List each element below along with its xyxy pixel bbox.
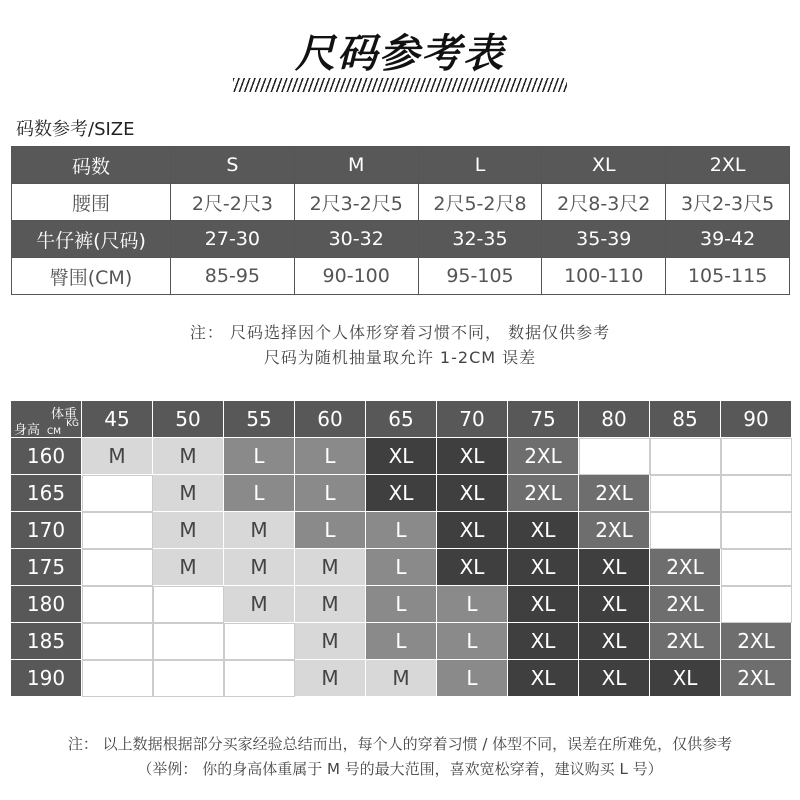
grid-cell: 2XL [508, 475, 579, 512]
grid-row [11, 660, 792, 697]
grid-cell [82, 512, 153, 549]
grid-cell [721, 586, 792, 623]
grid-cell: L [366, 623, 437, 660]
grid-cell: M [224, 586, 295, 623]
height-header-cell: 185 [11, 623, 82, 660]
size-cell: 100-110 [542, 258, 666, 295]
grid-cell [224, 660, 295, 697]
grid-cell: L [366, 549, 437, 586]
grid-cell [82, 623, 153, 660]
size-header-cell: M [294, 147, 418, 184]
size-subtitle: 码数参考/SIZE [16, 119, 135, 140]
grid-cell: L [295, 512, 366, 549]
size-cell: 32-35 [418, 221, 542, 258]
weight-header-cell: 75 [508, 401, 579, 438]
height-header-cell: 175 [11, 549, 82, 586]
size-note-1: 注： 尺码选择因个人体形穿着习惯不同， 数据仅供参考 [189, 323, 611, 342]
size-cell: 35-39 [542, 221, 666, 258]
grid-cell: XL [508, 660, 579, 697]
size-cell: 27-30 [171, 221, 295, 258]
grid-cell: L [366, 512, 437, 549]
footer-note-2: （举例： 你的身高体重属于 M 号的最大范围，喜欢宽松穿着，建议购买 L 号） [137, 760, 663, 778]
size-cell: 95-105 [418, 258, 542, 295]
size-cell: 2尺5-2尺8 [418, 184, 542, 221]
grid-cell [82, 586, 153, 623]
grid-cell [650, 438, 721, 475]
grid-cell: M [153, 475, 224, 512]
grid-cell [650, 512, 721, 549]
grid-cell: 2XL [650, 549, 721, 586]
grid-cell: M [295, 623, 366, 660]
size-header-row [12, 147, 790, 184]
grid-cell: M [82, 438, 153, 475]
height-header-cell: 180 [11, 586, 82, 623]
grid-cell: L [366, 586, 437, 623]
grid-cell [721, 549, 792, 586]
grid-cell: M [366, 660, 437, 697]
size-reference-table [11, 146, 790, 295]
grid-cell: L [224, 475, 295, 512]
grid-cell [721, 475, 792, 512]
grid-cell [721, 438, 792, 475]
grid-cell [721, 512, 792, 549]
grid-cell: XL [508, 586, 579, 623]
grid-cell: XL [366, 475, 437, 512]
height-header-cell: 170 [11, 512, 82, 549]
weight-header-cell: 55 [224, 401, 295, 438]
grid-cell: XL [437, 549, 508, 586]
size-cell: 30-32 [294, 221, 418, 258]
grid-cell [579, 438, 650, 475]
grid-row [11, 438, 792, 475]
size-row [12, 184, 790, 221]
grid-cell: L [437, 623, 508, 660]
grid-cell: XL [437, 512, 508, 549]
grid-header-row [11, 401, 792, 438]
weight-header-cell: 65 [366, 401, 437, 438]
grid-cell: M [153, 512, 224, 549]
grid-cell: 2XL [579, 475, 650, 512]
height-weight-grid [10, 400, 792, 697]
grid-cell [153, 660, 224, 697]
height-header-cell: 160 [11, 438, 82, 475]
weight-header-cell: 80 [579, 401, 650, 438]
grid-cell: 2XL [721, 623, 792, 660]
grid-cell [224, 623, 295, 660]
weight-header-cell: 45 [82, 401, 153, 438]
size-cell: 90-100 [294, 258, 418, 295]
grid-cell: M [153, 438, 224, 475]
page-title: 尺码参考表 [295, 31, 505, 77]
grid-cell: XL [579, 549, 650, 586]
grid-cell: XL [508, 549, 579, 586]
weight-header-cell: 90 [721, 401, 792, 438]
corner-cm: CM [47, 427, 62, 437]
size-row-label: 牛仔裤(尺码) [12, 221, 171, 258]
grid-cell: XL [366, 438, 437, 475]
weight-header-cell: 60 [295, 401, 366, 438]
grid-cell: XL [579, 623, 650, 660]
grid-cell: XL [508, 512, 579, 549]
size-cell: 2尺-2尺3 [171, 184, 295, 221]
size-header-cell: 2XL [666, 147, 790, 184]
footer-note-1: 注： 以上数据根据部分买家经验总结而出，每个人的穿着习惯 / 体型不同，误差在所难免，仅供参考 [67, 735, 733, 753]
grid-cell: XL [579, 586, 650, 623]
corner-weight: 体重 [50, 407, 77, 422]
grid-cell [82, 475, 153, 512]
grid-cell: M [224, 549, 295, 586]
grid-corner [11, 401, 82, 438]
grid-cell: 2XL [650, 586, 721, 623]
grid-cell [82, 549, 153, 586]
corner-kg: KG [66, 419, 79, 429]
size-cell: 85-95 [171, 258, 295, 295]
size-header-label: 码数 [12, 147, 171, 184]
grid-cell: 2XL [508, 438, 579, 475]
weight-header-cell: 50 [153, 401, 224, 438]
size-cell: 39-42 [666, 221, 790, 258]
weight-header-cell: 70 [437, 401, 508, 438]
size-cell: 105-115 [666, 258, 790, 295]
size-cell: 2尺8-3尺2 [542, 184, 666, 221]
size-header-cell: XL [542, 147, 666, 184]
size-cell: 3尺2-3尺5 [666, 184, 790, 221]
grid-cell: XL [508, 623, 579, 660]
height-header-cell: 190 [11, 660, 82, 697]
grid-row [11, 549, 792, 586]
weight-header-cell: 85 [650, 401, 721, 438]
grid-cell: L [295, 438, 366, 475]
grid-cell: 2XL [579, 512, 650, 549]
size-row-label: 臀围(CM) [12, 258, 171, 295]
corner-height: 身高 [14, 423, 41, 438]
grid-cell: M [153, 549, 224, 586]
grid-cell: XL [650, 660, 721, 697]
grid-cell: XL [437, 475, 508, 512]
grid-cell: M [295, 586, 366, 623]
grid-row [11, 623, 792, 660]
size-header-cell: S [171, 147, 295, 184]
grid-cell: XL [437, 438, 508, 475]
grid-row [11, 586, 792, 623]
grid-cell: 2XL [650, 623, 721, 660]
size-note-2: 尺码为随机抽量取允许 1-2CM 误差 [263, 348, 537, 367]
grid-cell: XL [579, 660, 650, 697]
size-row-label: 腰围 [12, 184, 171, 221]
grid-cell: M [224, 512, 295, 549]
size-row [12, 258, 790, 295]
grid-cell [153, 586, 224, 623]
height-header-cell: 165 [11, 475, 82, 512]
decorative-hatch [233, 78, 567, 92]
grid-cell: L [437, 660, 508, 697]
grid-cell [82, 660, 153, 697]
size-header-cell: L [418, 147, 542, 184]
grid-cell: L [224, 438, 295, 475]
grid-cell: L [437, 586, 508, 623]
grid-cell: M [295, 549, 366, 586]
grid-cell [153, 623, 224, 660]
grid-row [11, 512, 792, 549]
grid-cell: L [295, 475, 366, 512]
size-row [12, 221, 790, 258]
grid-cell: 2XL [721, 660, 792, 697]
grid-cell: M [295, 660, 366, 697]
size-cell: 2尺3-2尺5 [294, 184, 418, 221]
grid-cell [650, 475, 721, 512]
grid-row [11, 475, 792, 512]
